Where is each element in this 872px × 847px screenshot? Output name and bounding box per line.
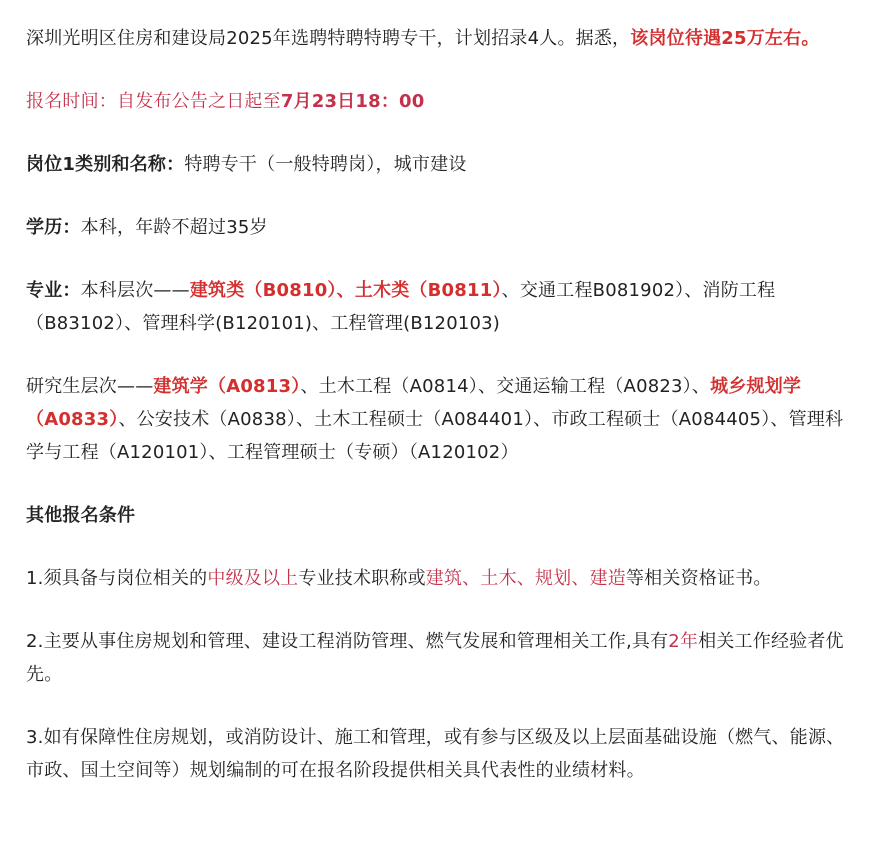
major-label: 专业： [26, 280, 81, 301]
post-value: 特聘专干（一般特聘岗），城市建设 [184, 154, 467, 175]
deadline-label: 报名时间：自发布公告之日起至 [26, 91, 281, 112]
cond2-highlight-years: 2年 [668, 631, 699, 652]
cond2-text-1: 2.主要从事住房规划和管理、建设工程消防管理、燃气发展和管理相关工作,具有 [26, 631, 669, 652]
major-grad-highlight-architecture: 建筑学（A0813） [153, 376, 301, 397]
major-undergrad-highlight: 建筑类（B0810）、土木类（B0811） [189, 280, 502, 301]
deadline-time: 7月23日18：00 [280, 91, 425, 112]
cond2-text-2: 相关工作经验者优先。 [26, 631, 844, 685]
major-grad-rest: 、公安技术（A0838）、土木工程硕士（A084401）、市政工程硕士（A084405）、管理科学与工程（A120101）、工程管理硕士（专硕）（A120102） [26, 409, 844, 463]
major-grad-highlight-planning: 城乡规划学（A0833） [26, 376, 802, 430]
post-paragraph [26, 148, 848, 181]
cond1-text-1: 1.须具备与岗位相关的 [26, 568, 208, 589]
major-grad-paragraph [26, 370, 848, 469]
major-undergrad-paragraph [26, 274, 848, 340]
other-conditions-heading: 其他报名条件 [26, 505, 136, 526]
condition-3 [26, 721, 848, 787]
cond1-highlight-certs: 建筑、土木、规划、建造 [425, 568, 626, 589]
education-label: 学历： [26, 217, 81, 238]
salary-highlight: 该岗位待遇25万左右。 [630, 28, 820, 49]
major-grad-prefix: 研究生层次—— [26, 376, 154, 397]
major-undergrad-rest: 、交通工程B081902）、消防工程（B83102）、管理科学(B120101)、工程管理(B120103) [26, 280, 776, 334]
cond1-highlight-level: 中级及以上 [207, 568, 299, 589]
cond1-text-2: 专业技术职称或 [298, 568, 426, 589]
condition-1 [26, 562, 848, 595]
education-paragraph [26, 211, 848, 244]
post-label: 岗位1类别和名称： [26, 154, 185, 175]
education-value: 本科，年龄不超过35岁 [80, 217, 268, 238]
cond1-text-3: 等相关资格证书。 [625, 568, 772, 589]
deadline-paragraph [26, 85, 848, 118]
major-undergrad-prefix: 本科层次—— [80, 280, 190, 301]
major-grad-mid: 、土木工程（A0814）、交通运输工程（A0823）、 [300, 376, 711, 397]
condition-2 [26, 625, 848, 691]
intro-text: 深圳光明区住房和建设局2025年选聘特聘特聘专干，计划招录4人。据悉， [26, 28, 631, 49]
intro-paragraph [26, 22, 848, 55]
cond3-text: 3.如有保障性住房规划，或消防设计、施工和管理，或有参与区级及以上层面基础设施（燃气、能源、市政、国土空间等）规划编制的可在报名阶段提供相关具代表性的业绩材料。 [26, 727, 845, 781]
